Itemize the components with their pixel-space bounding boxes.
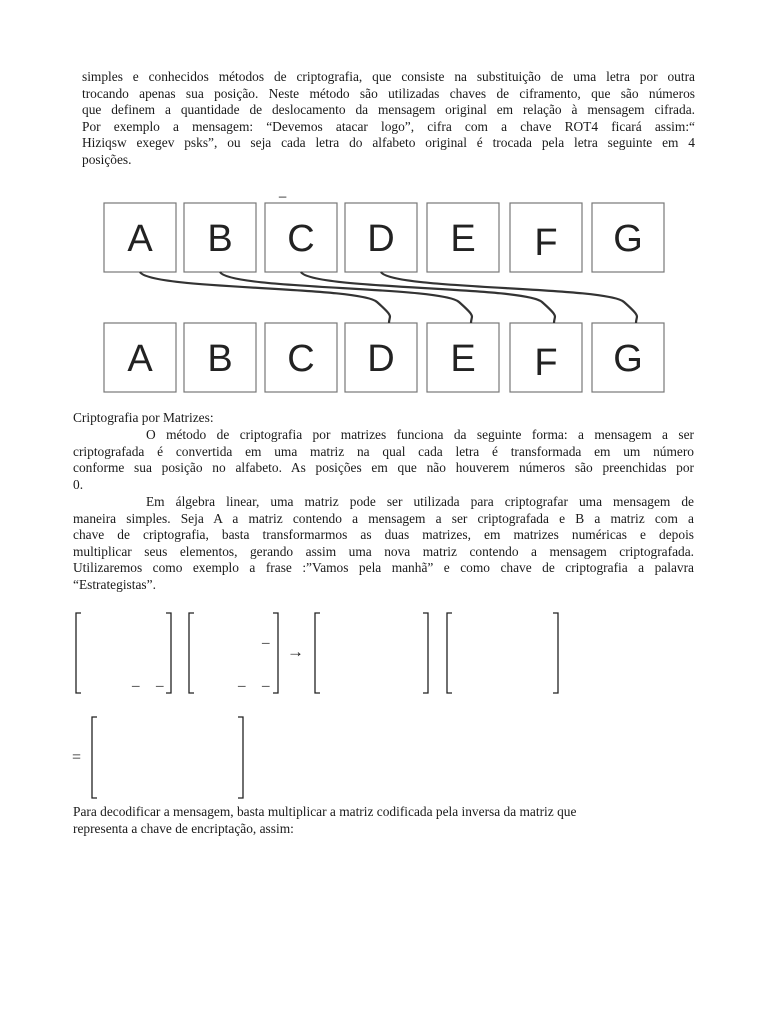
top-letter-box-c — [265, 203, 337, 272]
stray-mark: _ — [279, 183, 287, 198]
matrix-a-numeric — [315, 613, 428, 693]
intro-line: trocando apenas sua posição. Neste método são utilizadas chaves de ciframento, que são números — [82, 85, 695, 101]
bottom-letter-box-c — [265, 323, 337, 392]
top-letter-box-b — [184, 203, 256, 272]
paragraph-line: maneira simples. Seja A a matriz contendo a mensagem a ser criptografada e B a matriz com a — [73, 510, 694, 526]
top-letter-box-e — [427, 203, 499, 272]
dash-mark: _ — [262, 630, 270, 646]
bottom-letter-box-b — [184, 323, 256, 392]
paragraph-line: criptografada é convertida em uma matriz na qual cada letra é transformada em um número — [73, 443, 694, 459]
paragraph-line: Em álgebra linear, uma matriz pode ser utilizada para criptografar uma mensagem de — [146, 494, 694, 509]
top-letter-box-f — [510, 203, 582, 272]
top-letter-f: F — [534, 222, 558, 264]
equals-sign: = — [72, 749, 82, 766]
bottom-letter-box-a — [104, 323, 176, 392]
paragraph-line: “Estrategistas”. — [73, 576, 156, 592]
bottom-letter-a: A — [127, 338, 153, 380]
bottom-letter-box-e — [427, 323, 499, 392]
result-matrix — [92, 717, 243, 798]
dash-mark: _ — [132, 673, 140, 689]
shift-curves — [140, 272, 637, 323]
matrix-method-paragraph — [73, 427, 694, 493]
top-letter-box-g — [592, 203, 664, 272]
paragraph-line: multiplicar seus elementos, gerando assim uma nova matriz contendo a mensagem criptografada. — [73, 543, 694, 559]
shift-curve-b-to-e — [220, 272, 472, 323]
intro-line: simples e conhecidos métodos de criptografia, que consiste na substituição de uma letra por outra — [82, 69, 695, 84]
shift-curve-c-to-f — [301, 272, 555, 323]
dash-mark: _ — [238, 673, 246, 689]
bottom-letter-box-d — [345, 323, 417, 392]
bottom-letter-e: E — [450, 338, 476, 380]
top-letter-e: E — [450, 218, 476, 260]
paragraph-line: Para decodificar a mensagem, basta multiplicar a matriz codificada pela inversa da matriz que — [73, 804, 577, 819]
bottom-letter-g: G — [613, 338, 643, 380]
top-letter-d: D — [367, 218, 395, 260]
matrix-b-numeric — [447, 613, 558, 693]
linear-algebra-paragraph — [73, 494, 694, 594]
shift-curve-a-to-d — [140, 272, 390, 323]
paragraph-line: conforme sua posição no alfabeto. As posições em que não houverem números são preenchidas por — [73, 460, 694, 476]
dash-mark: _ — [156, 673, 164, 689]
section-heading: Criptografia por Matrizes: — [73, 410, 214, 425]
top-letter-box-d — [345, 203, 417, 272]
bottom-letter-b: B — [207, 338, 233, 380]
dash-mark: _ — [262, 673, 270, 689]
bottom-letter-box-g — [592, 323, 664, 392]
bottom-letter-f: F — [534, 342, 558, 384]
bottom-letter-c: C — [287, 338, 315, 380]
paragraph-line: representa a chave de encriptação, assim: — [73, 820, 294, 836]
bottom-letter-box-f — [510, 323, 582, 392]
intro-line: posições. — [82, 151, 132, 167]
top-letter-c: C — [287, 218, 315, 260]
bottom-letter-row — [104, 323, 664, 392]
top-letter-b: B — [207, 218, 233, 260]
intro-line: Por exemplo a mensagem: “Devemos atacar logo”, cifra com a chave ROT4 ficará assim:“ — [82, 118, 695, 134]
paragraph-line: chave de criptografia, basta transformarmos as duas matrizes, em matrizes numéricas e depois — [73, 527, 694, 543]
paragraph-line: 0. — [73, 476, 84, 492]
top-letter-g: G — [613, 218, 643, 260]
paragraph-line: Utilizaremos como exemplo a frase :”Vamos pela manhã” e como chave de criptografia a palavra — [73, 560, 694, 576]
top-letter-a: A — [127, 218, 153, 260]
top-letter-row — [104, 203, 664, 272]
intro-line: Hiziqsw exegev psks”, ou seja cada letra do alfabeto original é trocada pela letra seguinte em 4 — [82, 135, 695, 151]
intro-line: que definem a quantidade de deslocamento da mensagem original em relação à mensagem cifrada. — [82, 102, 695, 118]
arrow-symbol: → — [287, 642, 304, 661]
shift-curve-d-to-g — [381, 272, 637, 323]
top-letter-box-a — [104, 203, 176, 272]
paragraph-line: O método de criptografia por matrizes funciona da seguinte forma: a mensagem a ser — [146, 427, 694, 442]
bottom-letter-d: D — [367, 338, 395, 380]
closing-paragraph — [73, 804, 694, 837]
